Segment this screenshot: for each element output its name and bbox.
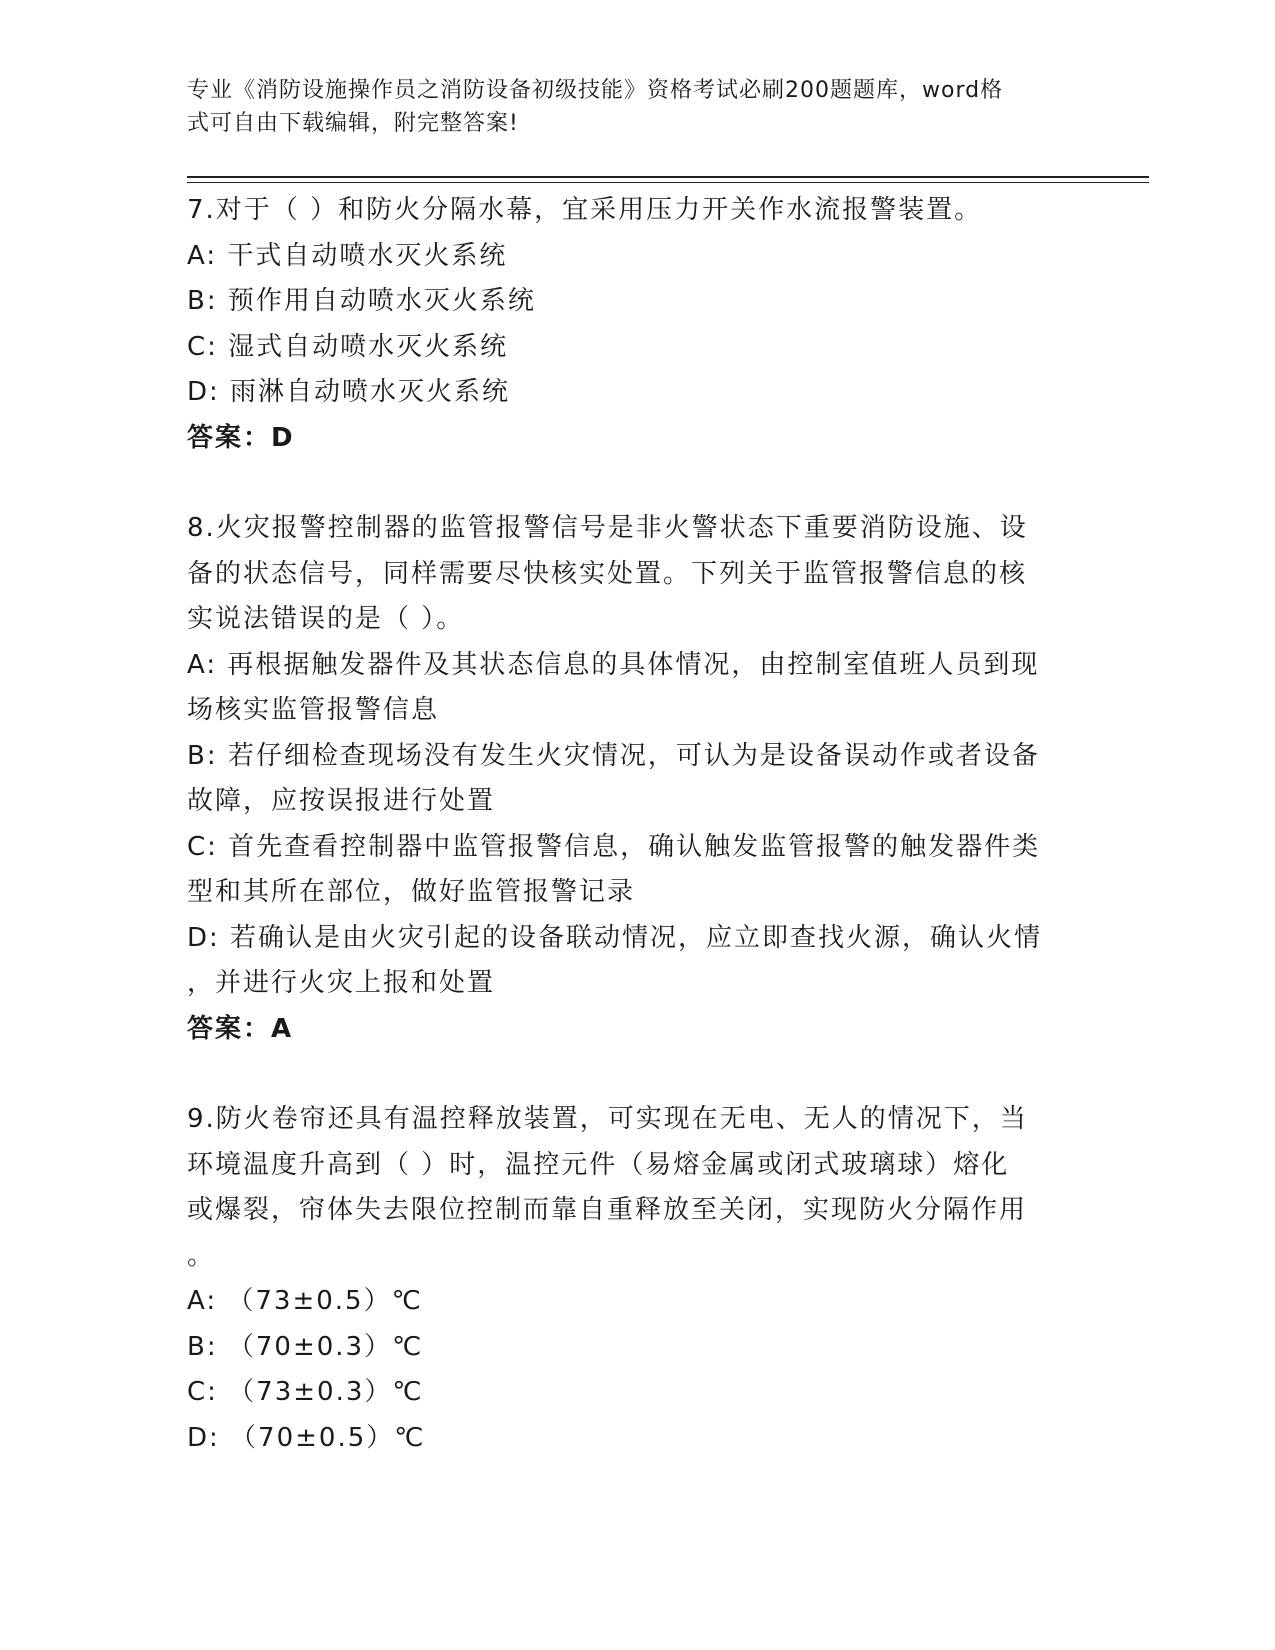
question-stem: 实说法错误的是（ ）。 xyxy=(187,604,465,634)
option-d-cont: ，并进行火灾上报和处置 xyxy=(187,968,496,998)
header-divider xyxy=(187,176,1149,178)
question-stem: 9.防火卷帘还具有温控释放装置，可实现在无电、无人的情况下，当 xyxy=(187,1104,1028,1134)
question-8 xyxy=(187,506,1087,1052)
option-a: A: 干式自动喷水灭火系统 xyxy=(187,240,508,271)
option-b: B: （70±0.3）℃ xyxy=(187,1331,424,1362)
option-a: A: 再根据触发器件及其状态信息的具体情况，由控制室值班人员到现 xyxy=(187,649,1040,680)
option-d: D: 雨淋自动喷水灭火系统 xyxy=(187,377,511,407)
question-stem: 8.火灾报警控制器的监管报警信号是非火警状态下重要消防设施、设 xyxy=(187,513,1028,543)
question-stem: 或爆裂，帘体失去限位控制而靠自重释放至关闭，实现防火分隔作用 xyxy=(187,1195,1028,1225)
option-c: C: 湿式自动喷水灭火系统 xyxy=(187,331,509,362)
option-b-cont: 故障，应按误报进行处置 xyxy=(187,786,496,816)
question-9 xyxy=(187,1097,1087,1461)
option-b: B: 若仔细检查现场没有发生火灾情况，可认为是设备误动作或者设备 xyxy=(187,740,1040,771)
answer: 答案：A xyxy=(187,1013,294,1044)
question-stem: 备的状态信号，同样需要尽快核实处置。下列关于监管报警信息的核 xyxy=(187,558,1028,589)
option-a: A: （73±0.5）℃ xyxy=(187,1286,423,1316)
spacer xyxy=(187,461,1087,506)
question-list xyxy=(187,188,1087,1461)
answer: 答案：D xyxy=(187,422,295,453)
question-stem: 环境温度升高到（ ）时，温控元件（易熔金属或闭式玻璃球）熔化 xyxy=(187,1149,1010,1180)
option-c: C: （73±0.3）℃ xyxy=(187,1377,424,1407)
option-c-cont: 型和其所在部位，做好监管报警记录 xyxy=(187,877,636,907)
header-line: 式可自由下载编辑，附完整答案! xyxy=(187,111,519,136)
question-stem: 。 xyxy=(187,1240,216,1271)
spacer xyxy=(187,1052,1087,1097)
option-d: D: 若确认是由火灾引起的设备联动情况，应立即查找火源，确认火情 xyxy=(187,922,1043,953)
question-7 xyxy=(187,188,1087,461)
option-b: B: 预作用自动喷水灭火系统 xyxy=(187,286,536,316)
document-header xyxy=(187,74,1067,140)
header-line: 专业《消防设施操作员之消防设备初级技能》资格考试必刷200题题库，word格 xyxy=(187,78,1004,103)
option-d: D: （70±0.5）℃ xyxy=(187,1422,426,1453)
header-divider-thin xyxy=(187,182,1149,183)
question-stem: 7.对于（ ）和防火分隔水幕，宜采用压力开关作水流报警装置。 xyxy=(187,195,983,225)
option-a-cont: 场核实监管报警信息 xyxy=(187,695,440,725)
option-c: C: 首先查看控制器中监管报警信息，确认触发监管报警的触发器件类 xyxy=(187,831,1041,862)
